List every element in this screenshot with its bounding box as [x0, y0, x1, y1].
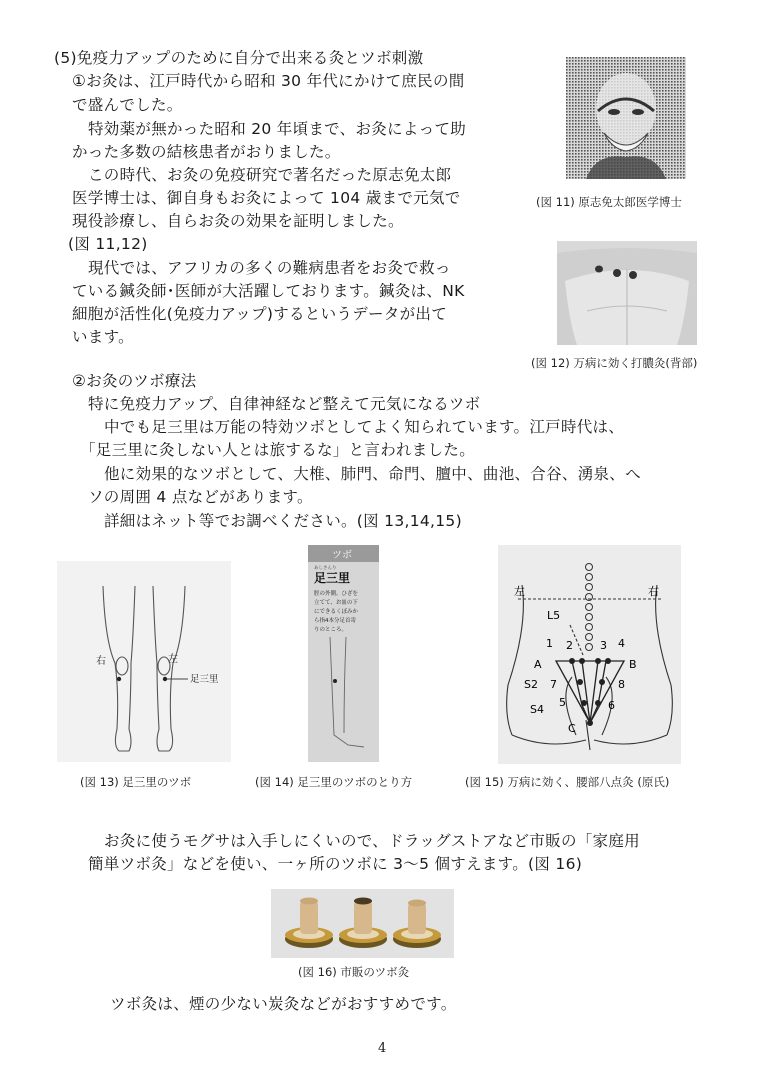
p1-line: かった多数の結核患者がおりました。 — [72, 143, 341, 161]
p1-line: この時代、お灸の免疫研究で著名だった原志免太郎 — [88, 166, 452, 184]
fig15-B: B — [629, 658, 637, 671]
p3-line: ソの周囲 4 点などがあります。 — [88, 488, 313, 506]
fig15-1: 1 — [546, 637, 553, 650]
p3-line: 他に効果的なツボとして、大椎、肺門、命門、膻中、曲池、合谷、湧泉、へ — [104, 465, 641, 483]
p1-line: で盛んでした。 — [72, 96, 183, 114]
fig15-C: C — [568, 722, 576, 735]
figure-12-back-photo — [557, 241, 697, 345]
fig14-header: ツボ — [332, 550, 352, 561]
fig14-ruby: あしさんり — [314, 566, 337, 571]
p1-line: (図 11,12) — [68, 235, 148, 253]
fig15-4: 4 — [618, 637, 625, 650]
fig13-left-label: 左 — [168, 654, 178, 665]
p3-line: 「足三里に灸しない人とは旅するな」と言われました。 — [80, 441, 476, 459]
p2-line: います。 — [72, 328, 134, 346]
fig15-7: 7 — [550, 678, 557, 691]
p3-line: 詳細はネット等でお調べください。(図 13,14,15) — [104, 512, 462, 530]
figure-14-tsubo-card — [308, 545, 379, 762]
p2-line: 現代では、アフリカの多くの難病患者をお灸で救っ — [88, 259, 451, 277]
fig15-S4: S4 — [530, 703, 544, 716]
p3-line: 中でも足三里は万能の特効ツボとしてよく知られています。江戸時代は、 — [104, 418, 625, 436]
figure-15-lumbar-points — [498, 545, 681, 764]
section-heading: (5)免疫力アップのために自分で出来る灸とツボ刺激 — [54, 49, 424, 67]
fig14-desc: にできるくぼみか — [314, 609, 359, 615]
figure-16-caption: (図 16) 市販のツボ灸 — [298, 965, 410, 979]
p1-line: 特効薬が無かった昭和 20 年頃まで、お灸によって助 — [88, 120, 467, 138]
p1-line: 現役診療し、自らお灸の効果を証明しました。 — [72, 212, 404, 230]
fig14-desc: 立てて、お皿の下 — [314, 600, 358, 606]
fig14-desc: 脛の外側。ひざを — [314, 591, 359, 597]
fig13-right-label: 右 — [96, 656, 106, 667]
fig15-L5: L5 — [547, 609, 561, 622]
figure-13-caption: (図 13) 足三里のツボ — [80, 775, 192, 789]
figure-11-portrait — [566, 57, 686, 179]
p3-line: 特に免疫力アップ、自律神経など整えて元気になるツボ — [88, 395, 481, 413]
figure-13-legs — [57, 561, 231, 762]
p1-line: 医学博士は、御自身もお灸によって 104 歳まで元気で — [72, 189, 461, 207]
fig15-A: A — [534, 658, 542, 671]
fig15-left-label: 左 — [514, 585, 525, 598]
figure-11-caption: (図 11) 原志免太郎医学博士 — [536, 195, 682, 209]
p4-line: 簡単ツボ灸」などを使い、一ヶ所のツボに 3〜5 個すえます。(図 16) — [88, 855, 583, 873]
fig14-desc: ら指4本分足首寄 — [314, 618, 356, 624]
figure-12-caption: (図 12) 万病に効く打膿灸(背部) — [531, 356, 698, 370]
p5-line: ツボ灸は、煙の少ない炭灸などがおすすめです。 — [110, 995, 457, 1013]
figure-15-caption: (図 15) 万病に効く、腰部八点灸 (原氏) — [465, 775, 670, 789]
fig13-point-label: 足三里 — [190, 674, 219, 685]
fig15-3: 3 — [600, 639, 607, 652]
fig14-title: 足三里 — [314, 571, 351, 585]
fig15-2: 2 — [566, 639, 573, 652]
fig15-5: 5 — [559, 696, 566, 709]
figure-14-caption: (図 14) 足三里のツボのとり方 — [255, 775, 413, 789]
fig15-right-label: 右 — [648, 585, 659, 598]
p1-heading: ①お灸は、江戸時代から昭和 30 年代にかけて庶民の間 — [72, 72, 465, 90]
p4-line: お灸に使うモグサは入手しにくいので、ドラッグストアなど市販の「家庭用 — [104, 832, 640, 850]
fig15-6: 6 — [608, 699, 615, 712]
p3-heading: ②お灸のツボ療法 — [72, 372, 197, 390]
fig15-8: 8 — [618, 678, 625, 691]
p2-line: 細胞が活性化(免疫力アップ)するというデータが出て — [72, 305, 448, 323]
p2-line: ている鍼灸師･医師が大活躍しております。鍼灸は、NK — [72, 282, 465, 300]
fig14-desc: りのところ。 — [314, 627, 348, 633]
fig15-S2: S2 — [524, 678, 538, 691]
page-number: 4 — [378, 1041, 387, 1056]
figure-16-moxa-photo — [271, 889, 454, 958]
